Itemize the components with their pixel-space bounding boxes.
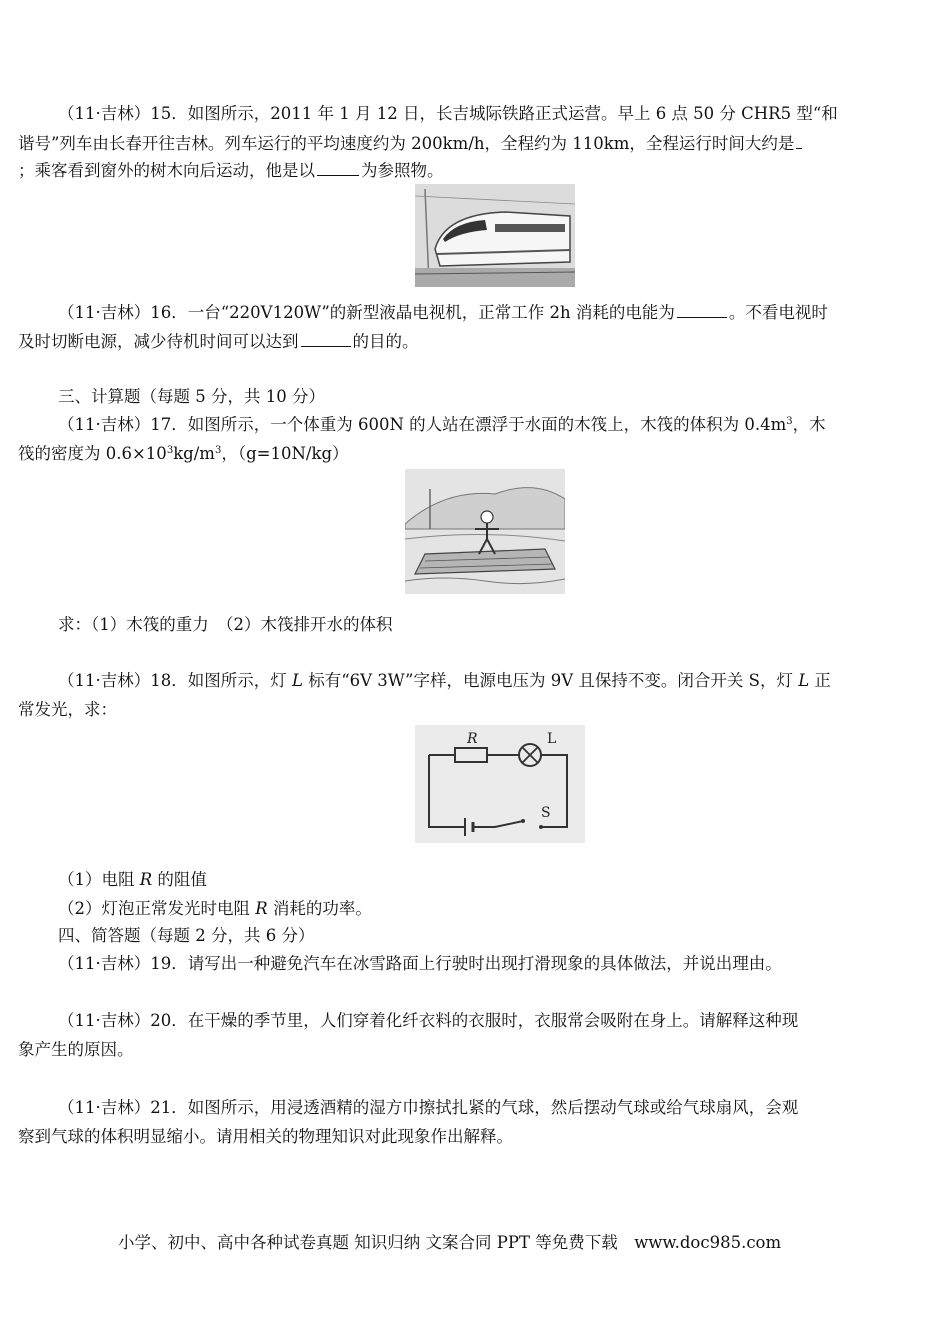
raft-figure: [405, 469, 565, 594]
q21-line2: 察到气球的体积明显缩小。请用相关的物理知识对此现象作出解释。: [18, 1127, 513, 1146]
q15-line3: ；乘客看到窗外的树木向后运动，他是以 为参照物。: [18, 161, 444, 180]
q18-part1: （1）电阻 R 的阻值: [58, 870, 207, 889]
section4-heading: 四、简答题（每题 2 分，共 6 分）: [58, 926, 315, 945]
q15-line2: 谐号”列车由长春开往吉林。列车运行的平均速度约为 200km/h，全程约为 110km，全程运行时间大约是: [18, 132, 804, 155]
train-figure: [415, 184, 575, 287]
q16-blank-energy[interactable]: [677, 301, 727, 318]
q18-line2: 常发光，求：: [18, 700, 117, 719]
q15-line1: （11·吉林）15．如图所示，2011 年 1 月 12 日，长吉城际铁路正式运营。早上 6 点 50 分 CHR5 型“和: [58, 104, 838, 123]
switch-label: S: [541, 805, 551, 821]
q20-line1: （11·吉林）20．在干燥的季节里，人们穿着化纤衣料的衣服时，衣服常会吸附在身上。请解释这种现: [58, 1011, 799, 1030]
section3-heading: 三、计算题（每题 5 分，共 10 分）: [58, 387, 325, 406]
q21-line1: （11·吉林）21．如图所示，用浸透酒精的湿方巾擦拭扎紧的气球，然后摆动气球或给气球扇风，会观: [58, 1098, 799, 1117]
q18-part2: （2）灯泡正常发光时电阻 R 消耗的功率。: [58, 899, 372, 918]
q18-line1: （11·吉林）18．如图所示，灯 L 标有“6V 3W”字样，电源电压为 9V 且保持不变。闭合开关 S，灯 L 正: [58, 671, 831, 690]
q16-line2: 及时切断电源，减少待机时间可以达到 的目的。: [18, 332, 419, 351]
lamp-label: L: [547, 731, 557, 747]
resistor-label: R: [467, 731, 478, 747]
q15-blank-time[interactable]: [796, 132, 802, 149]
q20-line2: 象产生的原因。: [18, 1040, 134, 1059]
q15-blank-reference[interactable]: [317, 159, 359, 176]
q17-line1: （11·吉林）17．如图所示，一个体重为 600N 的人站在漂浮于水面的木筏上，木筏的体积为 $0.4m^3$，木: [58, 415, 826, 434]
q16-blank-purpose[interactable]: [301, 330, 351, 347]
q19-line: （11·吉林）19．请写出一种避免汽车在冰雪路面上行驶时出现打滑现象的具体做法，并说出理由。: [58, 954, 782, 973]
q17-line2: 筏的密度为 $0.6\times 10^3kg/m^3$，（g=10N/kg）: [18, 444, 349, 463]
q17-ask: 求：（1）木筏的重力 （2）木筏排开水的体积: [58, 615, 393, 634]
page-footer: 小学、初中、高中各种试卷真题 知识归纳 文案合同 PPT 等免费下载 www.doc985.com: [118, 1233, 782, 1252]
circuit-figure: [415, 725, 585, 843]
q16-line1: （11·吉林）16．一台“220V120W”的新型液晶电视机，正常工作 2h 消耗的电能为 。不看电视时: [58, 303, 828, 322]
